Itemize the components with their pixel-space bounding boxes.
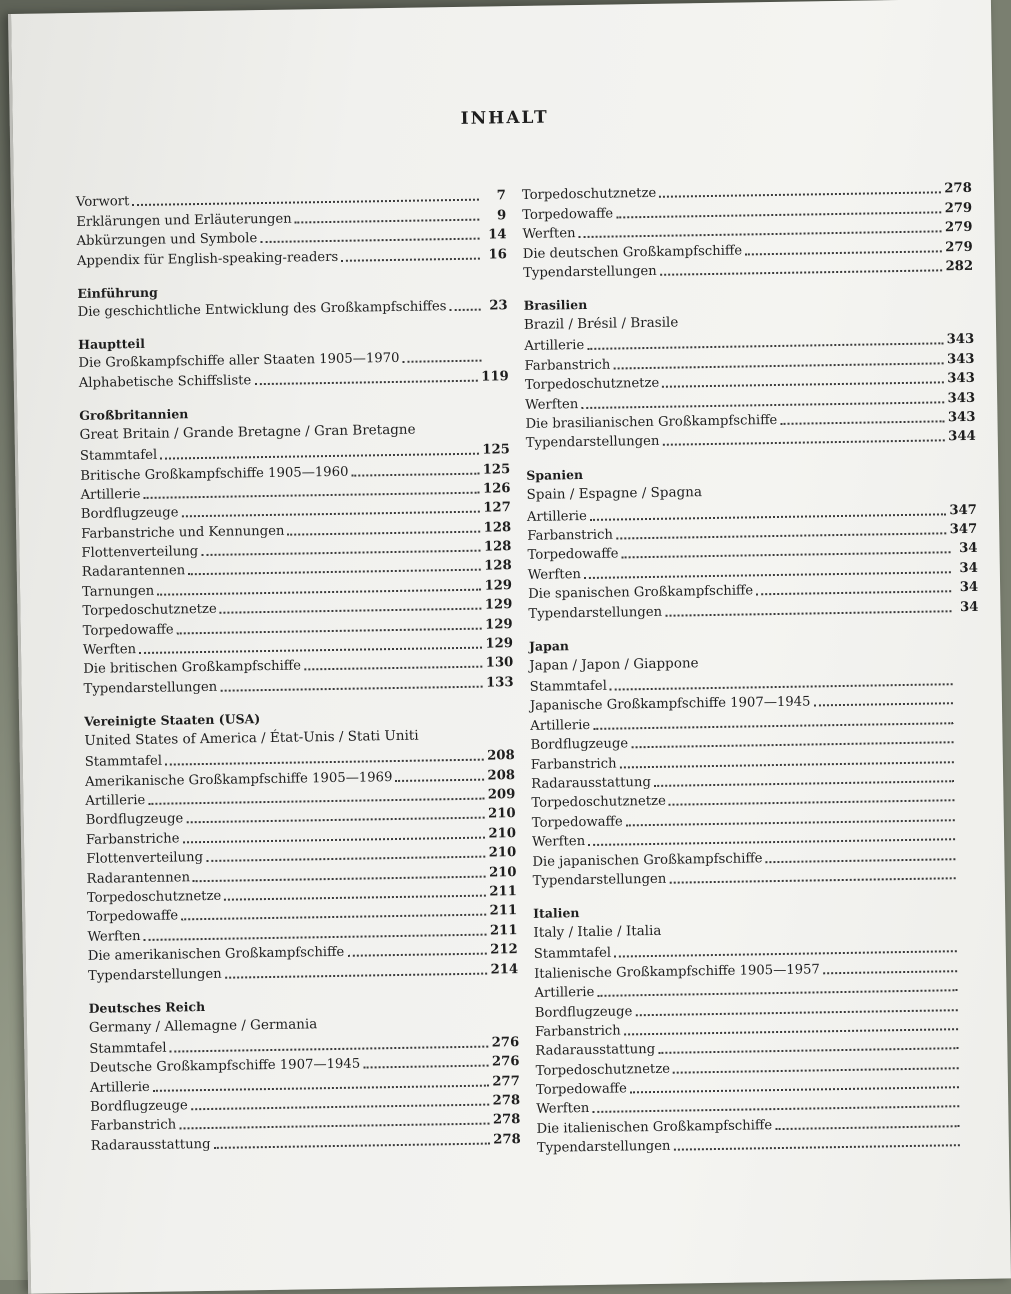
entry-page-number: 344 [948, 429, 976, 444]
entry-label: Die Großkampfschiffe aller Staaten 1905—1970 [78, 351, 399, 371]
section-title: Brasilien [523, 286, 973, 313]
entry-page-number: 343 [947, 352, 975, 367]
entry-page-number: 126 [483, 481, 511, 496]
dot-leader [214, 1141, 491, 1148]
entry-page-number: 211 [489, 884, 517, 899]
entry-label: Abkürzungen und Symbole [76, 231, 257, 249]
toc-section [526, 456, 978, 621]
entry-label: Farbanstrich [535, 1023, 621, 1039]
toc-right-column [521, 159, 986, 1156]
entry-label: Typendarstellungen [537, 1139, 671, 1156]
book-page [8, 0, 1011, 1294]
entry-page-number: 282 [945, 259, 973, 274]
entry-label: Farbanstrich [531, 756, 617, 772]
dot-leader [669, 876, 955, 883]
entry-page-number: 347 [950, 522, 978, 537]
entry-label: Tarnungen [82, 584, 154, 600]
entry-label: Bordflugzeuge [535, 1004, 633, 1021]
dot-leader [254, 378, 478, 385]
entry-page-number: 23 [484, 298, 508, 313]
entry-page-number: 34 [953, 541, 977, 556]
dot-leader [403, 359, 482, 363]
entry-label: Vorwort [76, 195, 130, 211]
entry-label: Farbanstrich [527, 528, 613, 544]
entry-page-number: 130 [486, 656, 514, 671]
entry-page-number: 343 [947, 332, 975, 347]
entry-label: Die spanischen Großkampfschiffe [528, 584, 753, 603]
entry-page-number: 210 [489, 845, 517, 860]
dot-leader [745, 249, 942, 255]
entry-label: Farbanstriche und Kennungen [81, 523, 285, 541]
dot-leader [288, 529, 481, 535]
entry-label: Die geschichtliche Entwicklung des Großkampfschiffes [78, 299, 447, 320]
entry-page-number: 34 [954, 599, 978, 614]
entry-label: Deutsche Großkampfschiffe 1907—1945 [89, 1057, 360, 1076]
entry-label: Bordflugzeuge [86, 812, 184, 829]
entry-label: Flottenverteilung [86, 850, 203, 867]
entry-label: Torpedowaffe [83, 622, 174, 638]
dot-leader [351, 471, 479, 476]
entry-page-number: 214 [490, 962, 518, 977]
entry-label: Torpedowaffe [532, 814, 623, 830]
entry-page-number: 343 [947, 371, 975, 386]
dot-leader [814, 702, 953, 707]
entry-label: Die japanischen Großkampfschiffe [532, 851, 762, 870]
entry-label: Radarausstattung [91, 1137, 211, 1154]
entry-label: Bordflugzeuge [530, 737, 628, 754]
dot-leader [341, 256, 480, 261]
entry-page-number: 343 [948, 390, 976, 405]
entry-label: Stammtafel [530, 679, 608, 695]
dot-leader [363, 1064, 489, 1069]
section-subtitle: Italy / Italie / Italia [533, 914, 983, 941]
entry-page-number: 347 [949, 503, 977, 518]
entry-page-number: 14 [482, 227, 506, 242]
entry-label: Torpedowaffe [536, 1081, 627, 1097]
entry-label: Bordflugzeuge [90, 1098, 188, 1115]
entry-label: Farbanstrich [524, 357, 610, 373]
entry-label: Typendarstellungen [526, 434, 660, 451]
entry-page-number: 276 [492, 1054, 520, 1069]
toc-left-column [76, 166, 521, 1153]
toc-section [523, 286, 975, 451]
entry-label: Werften [522, 226, 575, 242]
entry-page-number: 279 [945, 220, 973, 235]
toc-section [79, 396, 514, 697]
entry-page-number: 212 [490, 942, 518, 957]
entry-label: Farbanstriche [86, 831, 180, 847]
entry-label: Torpedowaffe [522, 206, 613, 222]
dot-leader [225, 971, 488, 978]
toc-section [88, 989, 520, 1154]
entry-page-number: 278 [493, 1113, 521, 1128]
entry-label: Radarausstattung [535, 1042, 655, 1059]
entry-label: Die italienischen Großkampfschiffe [536, 1118, 772, 1137]
entry-label: Torpedoschutznetze [522, 186, 657, 203]
dot-leader [304, 665, 483, 671]
section-subtitle: Japan / Japon / Giappone [529, 646, 979, 673]
entry-label: Flottenverteilung [81, 544, 198, 561]
entry-page-number: 210 [489, 865, 517, 880]
entry-page-number: 7 [482, 189, 506, 204]
entry-label: Typendarstellungen [533, 872, 667, 889]
dot-leader [220, 684, 483, 691]
entry-label: Werften [536, 1101, 589, 1117]
entry-label: Stammtafel [534, 946, 612, 962]
dot-leader [756, 590, 951, 596]
entry-label: Artillerie [534, 985, 594, 1001]
entry-label: Artillerie [524, 338, 584, 354]
entry-label: Torpedoschutznetze [87, 889, 222, 906]
dot-leader [660, 268, 943, 275]
section-title: Vereinigte Staaten (USA) [84, 702, 514, 729]
entry-label: Artillerie [90, 1080, 150, 1096]
entry-page-number: 119 [481, 369, 509, 384]
entry-label: Erklärungen und Erläuterungen [76, 211, 292, 229]
page-title: INHALT [461, 108, 549, 129]
entry-label: Typendarstellungen [83, 680, 217, 697]
entry-page-number: 16 [483, 247, 507, 262]
dot-leader [449, 308, 480, 311]
section-title: Spanien [526, 456, 976, 483]
entry-label: Werften [525, 397, 578, 413]
dot-leader [260, 237, 479, 243]
entry-page-number: 128 [484, 539, 512, 554]
entry-page-number: 208 [487, 768, 515, 783]
toc-section [84, 702, 518, 983]
entry-page-number: 125 [483, 462, 511, 477]
toc-section [78, 325, 509, 391]
entry-label: Werften [528, 567, 581, 583]
entry-label: Radarantennen [86, 870, 190, 887]
toc-section [533, 894, 987, 1156]
entry-page-number: 343 [948, 410, 976, 425]
entry-label: Radarantennen [82, 564, 186, 581]
entry-label: Farbanstrich [90, 1118, 176, 1134]
dot-leader [775, 1124, 959, 1130]
section-title: Großbritannien [79, 396, 509, 423]
section-title: Hauptteil [78, 325, 508, 352]
entry-page-number: 129 [485, 617, 513, 632]
entry-page-number: 34 [954, 580, 978, 595]
entry-page-number: 277 [492, 1074, 520, 1089]
toc-section [529, 626, 983, 888]
entry-label: Typendarstellungen [523, 264, 657, 281]
dot-leader [395, 777, 484, 781]
entry-page-number: 210 [488, 807, 516, 822]
entry-label: Torpedoschutznetze [536, 1061, 671, 1078]
entry-label: Bordflugzeuge [81, 506, 179, 523]
entry-page-number: 211 [490, 903, 518, 918]
entry-label: Torpedoschutznetze [82, 602, 217, 619]
entry-page-number: 129 [485, 636, 513, 651]
entry-label: Die brasilianischen Großkampfschiffe [525, 413, 777, 432]
entry-label: Stammtafel [85, 754, 163, 770]
section-subtitle: Brazil / Brésil / Brasile [524, 306, 974, 333]
entry-label: Die amerikanischen Großkampfschiffe [88, 945, 345, 964]
dot-leader [347, 952, 487, 957]
entry-page-number: 276 [492, 1035, 520, 1050]
section-subtitle: Germany / Allemagne / Germania [89, 1009, 519, 1036]
entry-label: Amerikanische Großkampfschiffe 1905—1969 [85, 770, 393, 790]
dot-leader [780, 419, 945, 425]
entry-page-number: 133 [486, 675, 514, 690]
entry-label: Werften [532, 834, 585, 850]
entry-label: Die deutschen Großkampfschiffe [523, 243, 742, 261]
entry-page-number: 209 [488, 787, 516, 802]
entry-label: Artillerie [80, 487, 140, 503]
entry-label: Die britischen Großkampfschiffe [83, 659, 301, 677]
entry-page-number: 127 [483, 500, 511, 515]
entry-label: Torpedoschutznetze [525, 376, 660, 393]
entry-label: Alphabetische Schiffsliste [79, 373, 252, 391]
entry-page-number: 278 [944, 181, 972, 196]
entry-label: Typendarstellungen [528, 604, 662, 621]
entry-label: Radarausstattung [531, 775, 651, 792]
dot-leader [823, 969, 957, 974]
entry-page-number: 128 [483, 520, 511, 535]
entry-page-number: 129 [485, 597, 513, 612]
entry-label: Artillerie [85, 793, 145, 809]
entry-page-number: 208 [487, 748, 515, 763]
entry-label: Torpedowaffe [87, 909, 178, 925]
entry-page-number: 128 [484, 559, 512, 574]
entry-label: Stammtafel [80, 448, 158, 464]
dot-leader [674, 1143, 960, 1150]
entry-page-number: 279 [945, 201, 973, 216]
section-title: Italien [533, 894, 983, 921]
entry-page-number: 279 [945, 239, 973, 254]
section-title: Deutsches Reich [88, 989, 518, 1016]
entry-page-number: 278 [492, 1093, 520, 1108]
section-title: Einführung [77, 274, 507, 301]
section-subtitle: United States of America / État-Unis / Stati Uniti [84, 722, 514, 749]
entry-page-number: 211 [490, 923, 518, 938]
entry-page-number: 129 [484, 578, 512, 593]
section-subtitle: Spain / Espagne / Spagna [526, 476, 976, 503]
entry-label: Italienische Großkampfschiffe 1905—1957 [534, 962, 820, 981]
entry-page-number: 34 [954, 561, 978, 576]
entry-page-number: 210 [488, 826, 516, 841]
entry-page-number: 278 [493, 1132, 521, 1147]
entry-label: Japanische Großkampfschiffe 1907—1945 [530, 695, 811, 714]
dot-leader [295, 217, 480, 223]
entry-label: Stammtafel [89, 1041, 167, 1057]
toc-section [76, 184, 507, 268]
entry-page-number: 9 [482, 208, 506, 223]
entry-label: Werften [87, 929, 140, 945]
dot-leader [662, 439, 945, 446]
entry-label: Britische Großkampfschiffe 1905—1960 [80, 464, 348, 483]
toc-section [77, 274, 508, 320]
entry-label: Typendarstellungen [88, 966, 222, 983]
section-title: Japan [529, 626, 979, 653]
dot-leader [665, 609, 951, 616]
entry-label: Torpedoschutznetze [531, 794, 666, 811]
entry-label: Werften [83, 642, 136, 658]
entry-label: Artillerie [527, 509, 587, 525]
entry-label: Appendix für English-speaking-readers [77, 249, 339, 268]
toc-section [522, 177, 973, 281]
entry-page-number: 125 [482, 442, 510, 457]
entry-label: Torpedowaffe [527, 547, 618, 563]
entry-label: Artillerie [530, 718, 590, 734]
section-subtitle: Great Britain / Grande Bretagne / Gran Bretagne [79, 416, 509, 443]
dot-leader [766, 857, 956, 863]
